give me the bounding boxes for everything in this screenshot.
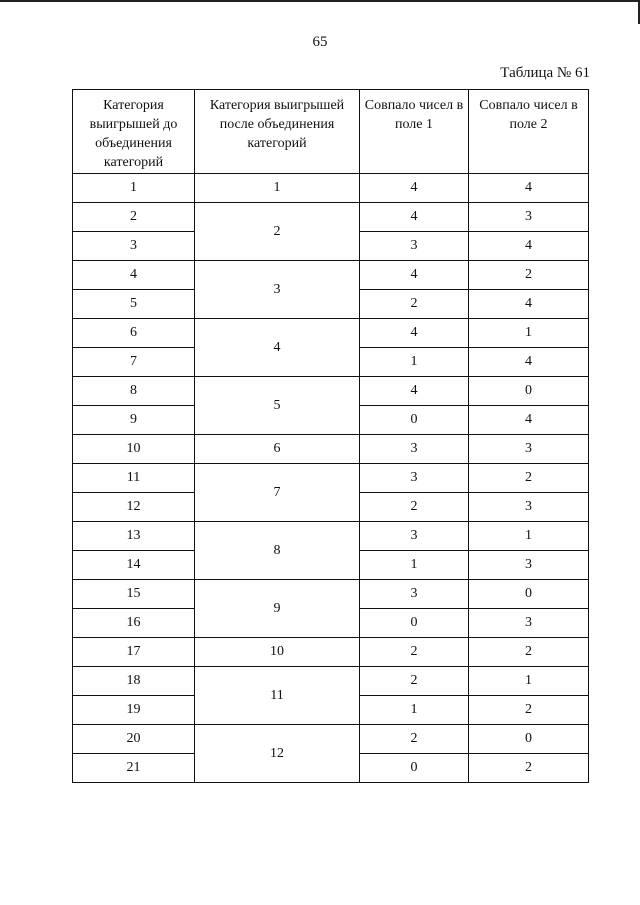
cell-category-before: 18 <box>73 667 195 696</box>
cell-matched-field-2: 2 <box>469 261 589 290</box>
cell-matched-field-1: 4 <box>360 203 469 232</box>
page-number: 65 <box>312 34 328 50</box>
cell-category-before: 13 <box>73 522 195 551</box>
cell-category-after: 5 <box>195 377 360 435</box>
cell-matched-field-1: 3 <box>360 580 469 609</box>
table-row <box>73 464 589 493</box>
cell-category-after: 9 <box>195 580 360 638</box>
cell-category-before: 7 <box>73 348 195 377</box>
cell-matched-field-2: 3 <box>469 609 589 638</box>
cell-category-before: 1 <box>73 174 195 203</box>
cell-category-before: 17 <box>73 638 195 667</box>
table-row <box>73 638 589 667</box>
cell-matched-field-2: 1 <box>469 319 589 348</box>
cell-matched-field-1: 3 <box>360 522 469 551</box>
cell-matched-field-1: 1 <box>360 348 469 377</box>
table-row <box>73 319 589 348</box>
table-row <box>73 725 589 754</box>
cell-matched-field-1: 0 <box>360 609 469 638</box>
cell-matched-field-2: 0 <box>469 725 589 754</box>
cell-category-before: 2 <box>73 203 195 232</box>
cell-matched-field-1: 3 <box>360 464 469 493</box>
cell-category-before: 9 <box>73 406 195 435</box>
cell-matched-field-2: 3 <box>469 551 589 580</box>
cell-category-before: 20 <box>73 725 195 754</box>
table-row <box>73 203 589 232</box>
cell-matched-field-1: 2 <box>360 638 469 667</box>
table-label: Таблица № 61 <box>500 65 590 81</box>
cell-category-after: 10 <box>195 638 360 667</box>
cell-category-before: 12 <box>73 493 195 522</box>
cell-category-before: 8 <box>73 377 195 406</box>
cell-matched-field-1: 2 <box>360 493 469 522</box>
cell-category-before: 19 <box>73 696 195 725</box>
cell-category-before: 5 <box>73 290 195 319</box>
cell-category-before: 14 <box>73 551 195 580</box>
table-header-row <box>73 90 589 174</box>
cell-matched-field-2: 2 <box>469 638 589 667</box>
table-body <box>73 174 589 783</box>
cell-category-before: 10 <box>73 435 195 464</box>
prize-category-table <box>72 89 589 783</box>
cell-matched-field-1: 4 <box>360 319 469 348</box>
table-row <box>73 580 589 609</box>
header-matched-field-2: Совпало чисел в поле 2 <box>469 90 589 174</box>
table-row <box>73 435 589 464</box>
cell-matched-field-1: 2 <box>360 667 469 696</box>
cell-matched-field-2: 0 <box>469 377 589 406</box>
cell-category-before: 6 <box>73 319 195 348</box>
cell-matched-field-1: 2 <box>360 725 469 754</box>
cell-category-after: 8 <box>195 522 360 580</box>
cell-category-before: 11 <box>73 464 195 493</box>
header-matched-field-1: Совпало чисел в поле 1 <box>360 90 469 174</box>
cell-matched-field-2: 3 <box>469 493 589 522</box>
cell-category-before: 21 <box>73 754 195 783</box>
cell-matched-field-2: 4 <box>469 348 589 377</box>
cell-category-after: 12 <box>195 725 360 783</box>
cell-matched-field-1: 0 <box>360 754 469 783</box>
header-category-before: Категория выигрышей до объединения категорий <box>73 90 195 174</box>
cell-matched-field-2: 3 <box>469 435 589 464</box>
cell-matched-field-1: 4 <box>360 261 469 290</box>
table-row <box>73 261 589 290</box>
cell-matched-field-2: 2 <box>469 696 589 725</box>
cell-category-after: 11 <box>195 667 360 725</box>
cell-matched-field-1: 3 <box>360 232 469 261</box>
cell-category-after: 7 <box>195 464 360 522</box>
cell-category-after: 2 <box>195 203 360 261</box>
cell-matched-field-1: 0 <box>360 406 469 435</box>
cell-matched-field-1: 4 <box>360 174 469 203</box>
cell-matched-field-2: 4 <box>469 290 589 319</box>
cell-matched-field-1: 2 <box>360 290 469 319</box>
page-top-border <box>0 0 640 2</box>
table-row <box>73 667 589 696</box>
cell-matched-field-2: 4 <box>469 232 589 261</box>
cell-category-before: 15 <box>73 580 195 609</box>
cell-category-before: 16 <box>73 609 195 638</box>
table-row <box>73 174 589 203</box>
cell-matched-field-2: 0 <box>469 580 589 609</box>
cell-matched-field-1: 1 <box>360 551 469 580</box>
cell-category-before: 3 <box>73 232 195 261</box>
cell-matched-field-2: 3 <box>469 203 589 232</box>
cell-category-before: 4 <box>73 261 195 290</box>
cell-matched-field-2: 4 <box>469 174 589 203</box>
cell-matched-field-2: 2 <box>469 464 589 493</box>
table-row <box>73 377 589 406</box>
cell-category-after: 6 <box>195 435 360 464</box>
cell-matched-field-1: 1 <box>360 696 469 725</box>
cell-matched-field-2: 4 <box>469 406 589 435</box>
table-row <box>73 522 589 551</box>
cell-matched-field-2: 1 <box>469 667 589 696</box>
cell-category-after: 3 <box>195 261 360 319</box>
cell-matched-field-2: 2 <box>469 754 589 783</box>
cell-category-after: 4 <box>195 319 360 377</box>
cell-matched-field-2: 1 <box>469 522 589 551</box>
cell-category-after: 1 <box>195 174 360 203</box>
cell-matched-field-1: 4 <box>360 377 469 406</box>
header-category-after: Категория выигрышей после объединения категорий <box>195 90 360 174</box>
cell-matched-field-1: 3 <box>360 435 469 464</box>
